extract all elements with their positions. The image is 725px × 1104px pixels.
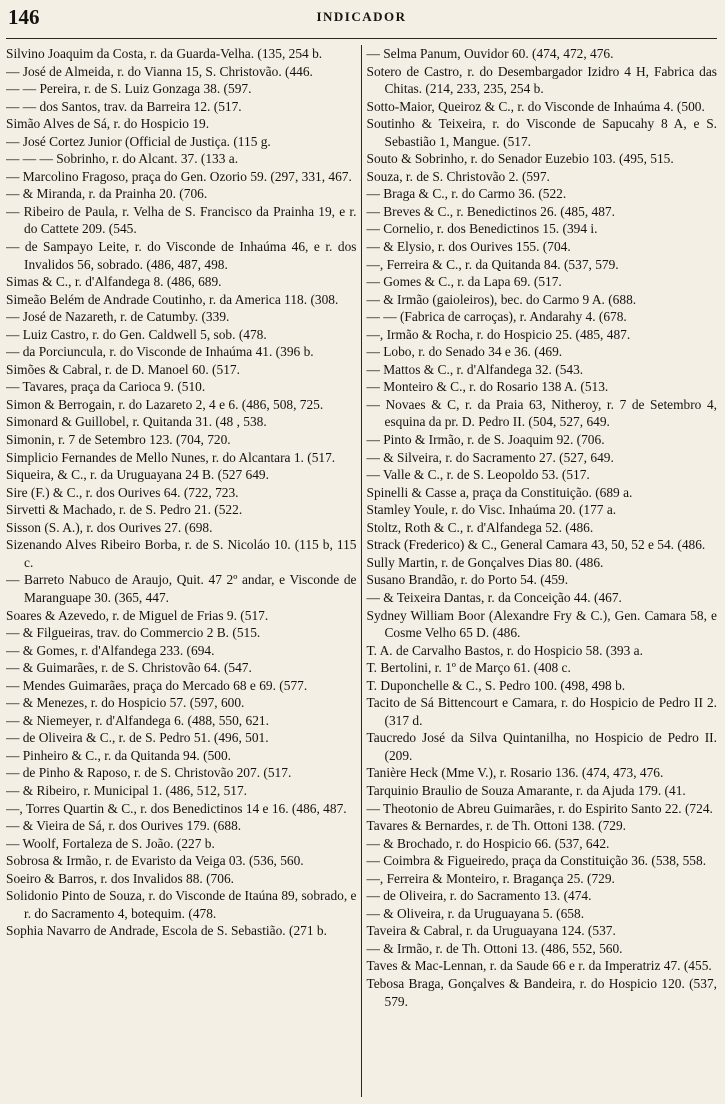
directory-entry: —, Ferreira & Monteiro, r. Bragança 25. (729. (366, 870, 615, 886)
directory-entry: T. Duponchelle & C., S. Pedro 100. (498, 498 b. (366, 677, 626, 693)
directory-entry: — & Silveira, r. do Sacramento 27. (527, 649. (366, 449, 614, 465)
directory-entry: — da Porciuncula, r. do Visconde de Inhaúma 41. (396 b. (6, 344, 314, 360)
directory-entry: Sirvetti & Machado, r. de S. Pedro 21. (522. (6, 502, 243, 518)
directory-entry: — & Guimarães, r. de S. Christovão 64. (547. (6, 660, 252, 676)
directory-entry: Sisson (S. A.), r. dos Ourives 27. (698. (6, 519, 213, 535)
directory-entry: — Novaes & C, r. da Praia 63, Nitheroy, r. 7 de Setembro 4, esquina da pr. D. Pedro II. (504, 527, 649. (366, 396, 717, 430)
directory-entry: — Theotonio de Abreu Guimarães, r. do Espirito Santo 22. (724. (366, 800, 713, 816)
directory-entry: Sizenando Alves Ribeiro Borba, r. de S. Nicoláo 10. (115 b, 115 c. (6, 537, 357, 570)
directory-entry: — Woolf, Fortaleza de S. João. (227 b. (6, 835, 215, 851)
directory-entry: — Braga & C., r. do Carmo 36. (522. (366, 186, 567, 202)
directory-entry: Sully Martin, r. de Gonçalves Dias 80. (486. (366, 554, 604, 570)
directory-entry: — de Oliveira, r. do Sacramento 13. (474. (366, 888, 592, 904)
directory-entry: — de Pinho & Raposo, r. de S. Christovão 207. (517. (6, 765, 292, 781)
directory-entry: Soutinho & Teixeira, r. do Visconde de Sapucahy 8 A, e S. Sebastião 1, Mangue. (517. (366, 116, 717, 149)
directory-entry: Spinelli & Casse a, praça da Constituição. (689 a. (366, 484, 633, 500)
directory-entry: — — — Sobrinho, r. do Alcant. 37. (133 a. (6, 151, 239, 167)
directory-entry: — Cornelio, r. dos Benedictinos 15. (394 i. (366, 221, 598, 237)
directory-entry: Silvino Joaquim da Costa, r. da Guarda-Velha. (135, 254 b. (6, 46, 323, 61)
directory-entry: — Mattos & C., r. d'Alfandega 32. (543. (366, 361, 584, 377)
directory-entry: Stamley Youle, r. do Visc. Inhaúma 20. (177 a. (366, 502, 617, 518)
directory-entry: Tebosa Braga, Gonçalves & Bandeira, r. do Hospicio 120. (537, 579. (366, 975, 717, 1009)
directory-entry: Simões & Cabral, r. de D. Manoel 60. (517. (6, 361, 240, 377)
directory-entry: —, Ferreira & C., r. da Quitanda 84. (537, 579. (366, 256, 619, 272)
directory-entry: — — dos Santos, trav. da Barreira 12. (517. (6, 98, 242, 114)
running-title: INDICADOR (316, 9, 407, 24)
directory-entry: — — (Fabrica de carroças), r. Andarahy 4. (678. (366, 309, 627, 325)
directory-entry: Tavares & Bernardes, r. de Th. Ottoni 138. (729. (366, 818, 627, 834)
directory-entry: — Tavares, praça da Carioca 9. (510. (6, 379, 206, 395)
directory-entry: Taucredo José da Silva Quintanilha, no Hospicio de Pedro II. (209. (366, 730, 717, 763)
directory-entry: — & Niemeyer, r. d'Alfandega 6. (488, 550, 621. (6, 712, 269, 728)
directory-entry: —, Torres Quartin & C., r. dos Benedictinos 14 e 16. (486, 487. (6, 800, 347, 816)
directory-entry: Simeão Belém de Andrade Coutinho, r. da America 118. (308. (6, 291, 339, 307)
directory-entry: — Gomes & C., r. da Lapa 69. (517. (366, 274, 562, 290)
directory-entry: — & Miranda, r. da Prainha 20. (706. (6, 186, 208, 202)
directory-entry: — Pinto & Irmão, r. de S. Joaquim 92. (706. (366, 432, 605, 448)
directory-entry: Simon & Berrogain, r. do Lazareto 2, 4 e 6. (486, 508, 725. (6, 396, 324, 412)
directory-entry: — & Teixeira Dantas, r. da Conceição 44. (467. (366, 589, 622, 605)
directory-entry: Sotero de Castro, r. do Desembargador Izidro 4 H, Fabrica das Chitas. (214, 233, 235, 254 b. (366, 63, 717, 97)
directory-entry: — & Gomes, r. d'Alfandega 233. (694. (6, 642, 215, 658)
directory-entry: T. Bertolini, r. 1º de Março 61. (408 c. (366, 660, 571, 676)
directory-entry: Sire (F.) & C., r. dos Ourives 64. (722, 723. (6, 484, 239, 500)
left-column (6, 45, 362, 1097)
directory-entry: Soeiro & Barros, r. dos Invalidos 88. (706. (6, 870, 234, 886)
directory-entry: — Valle & C., r. de S. Leopoldo 53. (517. (366, 467, 590, 483)
directory-entry: Siqueira, & C., r. da Uruguayana 24 B. (527 649. (6, 467, 269, 483)
directory-entry: Sotto-Maior, Queiroz & C., r. do Visconde de Inhaúma 4. (500. (366, 98, 705, 114)
directory-entry: — & Elysio, r. dos Ourives 155. (704. (366, 239, 571, 255)
directory-entry: — & Irmão, r. de Th. Ottoni 13. (486, 552, 560. (366, 940, 623, 956)
directory-entry: Susano Brandão, r. do Porto 54. (459. (366, 572, 569, 588)
directory-entry: — de Oliveira & C., r. de S. Pedro 51. (496, 501. (6, 730, 269, 746)
directory-entry: — & Vieira de Sá, r. dos Ourives 179. (688. (6, 818, 242, 834)
directory-entry: Sobrosa & Irmão, r. de Evaristo da Veiga 03. (536, 560. (6, 853, 304, 869)
directory-entry: — — Pereira, r. de S. Luiz Gonzaga 38. (597. (6, 81, 252, 97)
directory-entry: — José de Almeida, r. do Vianna 15, S. Christovão. (446. (6, 63, 313, 79)
directory-entry: — & Brochado, r. do Hospicio 66. (537, 642. (366, 835, 610, 851)
directory-entry: Simplicio Fernandes de Mello Nunes, r. do Alcantara 1. (517. (6, 449, 336, 465)
directory-entry: — Coimbra & Figueiredo, praça da Constituição 36. (538, 558. (366, 853, 707, 869)
directory-entry: — José de Nazareth, r. de Catumby. (339. (6, 309, 230, 325)
directory-entry: — Mendes Guimarães, praça do Mercado 68 e 69. (577. (6, 677, 308, 693)
directory-entry: — José Cortez Junior (Official de Justiça. (115 g. (6, 133, 271, 149)
directory-entry: Strack (Frederico) & C., General Camara 43, 50, 52 e 54. (486. (366, 537, 706, 553)
directory-entry: — Luiz Castro, r. do Gen. Caldwell 5, sob. (478. (6, 326, 267, 342)
directory-entry: — Pinheiro & C., r. da Quitanda 94. (500. (6, 747, 232, 763)
page-number: 146 (8, 5, 40, 29)
directory-entry: —, Irmão & Rocha, r. do Hospicio 25. (485, 487. (366, 326, 631, 342)
directory-entry: — Barreto Nabuco de Araujo, Quit. 47 2º andar, e Visconde de Maranguape 30. (365, 447. (6, 572, 357, 605)
directory-entry: Simas & C., r. d'Alfandega 8. (486, 689. (6, 274, 222, 290)
directory-entry: Sydney William Boor (Alexandre Fry & C.), Gen. Camara 58, e Cosme Velho 65 D. (486. (366, 607, 717, 641)
directory-entry: Solidonio Pinto de Souza, r. do Visconde de Itaúna 89, sobrado, e r. do Sacramento 4, botequim. (478. (6, 888, 357, 921)
directory-entry: — Marcolino Fragoso, praça do Gen. Ozorio 59. (297, 331, 467. (6, 168, 352, 184)
directory-entry: T. A. de Carvalho Bastos, r. do Hospicio 58. (393 a. (366, 642, 643, 658)
directory-entry: Soares & Azevedo, r. de Miguel de Frias 9. (517. (6, 607, 269, 623)
directory-entry: — Lobo, r. do Senado 34 e 36. (469. (366, 344, 563, 360)
directory-entry: — Ribeiro de Paula, r. Velha de S. Francisco da Prainha 19, e r. do Cattete 209. (545. (6, 203, 357, 237)
directory-entry: Taveira & Cabral, r. da Uruguayana 124. (537. (366, 923, 616, 939)
directory-entry: — & Oliveira, r. da Uruguayana 5. (658. (366, 905, 585, 921)
directory-entry: — Selma Panum, Ouvidor 60. (474, 472, 476. (366, 46, 614, 61)
directory-entry: — & Irmão (gaioleiros), bec. do Carmo 9 A. (688. (366, 291, 637, 307)
directory-columns (6, 45, 717, 1097)
directory-entry: Simão Alves de Sá, r. do Hospicio 19. (6, 116, 210, 132)
directory-entry: Tarquinio Braulio de Souza Amarante, r. da Ajuda 179. (41. (366, 782, 686, 798)
directory-entry: Stoltz, Roth & C., r. d'Alfandega 52. (486. (366, 519, 594, 535)
directory-entry: Sophia Navarro de Andrade, Escola de S. Sebastião. (271 b. (6, 923, 327, 939)
directory-entry: Simonin, r. 7 de Setembro 123. (704, 720. (6, 432, 231, 448)
directory-entry: Souza, r. de S. Christovão 2. (597. (366, 168, 550, 184)
directory-entry: — Breves & C., r. Benedictinos 26. (485, 487. (366, 203, 615, 219)
directory-entry: — de Sampayo Leite, r. do Visconde de Inhaúma 46, e r. dos Invalidos 56, sobrado. (486, 487, 498. (6, 239, 357, 272)
directory-entry: — & Menezes, r. do Hospicio 57. (597, 600. (6, 695, 245, 711)
directory-entry: Simonard & Guillobel, r. Quitanda 31. (48 , 538. (6, 414, 267, 430)
right-column (362, 45, 718, 1097)
directory-entry: Tacito de Sá Bittencourt e Camara, r. do Hospicio de Pedro II 2. (317 d. (366, 695, 717, 728)
directory-entry: — & Ribeiro, r. Municipal 1. (486, 512, 517. (6, 782, 248, 798)
directory-entry: Tanière Heck (Mme V.), r. Rosario 136. (474, 473, 476. (366, 765, 664, 781)
directory-entry: Taves & Mac-Lennan, r. da Saude 66 e r. da Imperatriz 47. (455. (366, 958, 712, 974)
directory-entry: — Monteiro & C., r. do Rosario 138 A. (513. (366, 379, 609, 395)
page-header (6, 2, 717, 39)
directory-entry: Souto & Sobrinho, r. do Senador Euzebio 103. (495, 515. (366, 151, 674, 167)
directory-entry: — & Filgueiras, trav. do Commercio 2 B. (515. (6, 625, 261, 641)
